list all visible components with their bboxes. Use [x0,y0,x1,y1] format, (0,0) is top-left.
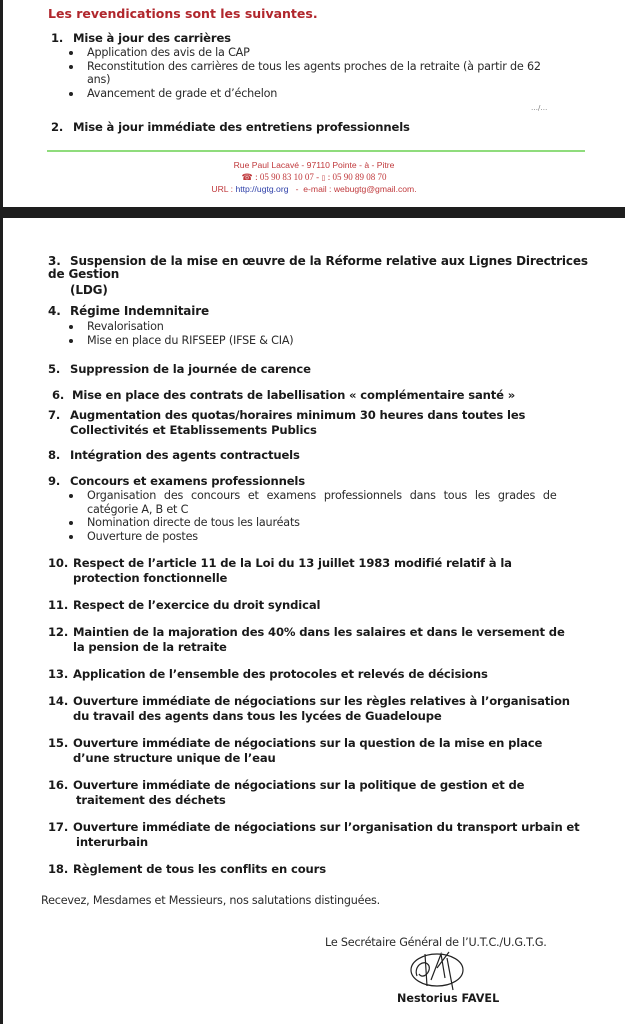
item-number: 7. [48,408,61,422]
item-number: 18. [48,862,69,876]
item-title: Ouverture immédiate de négociations sur l’organisation du transport urbain et [73,820,580,834]
document-page-1 [3,0,625,207]
item-title: Régime Indemnitaire [70,304,209,318]
item-number: 5. [48,362,61,376]
bullet-icon [69,521,73,525]
item-title: Ouverture immédiate de négociations sur la question de la mise en place [73,736,543,750]
signatory-name: Nestorius FAVEL [397,992,500,1005]
item-4-bullets [66,320,293,347]
bullet-icon [69,92,73,96]
item-title: Concours et examens professionnels [70,474,305,488]
bullet-item-continuation: catégorie A, B et C [87,502,189,516]
item-title: Suppression de la journée de carence [70,362,311,376]
item-title: Respect de l’exercice du droit syndical [73,598,321,612]
item-1-bullets [66,46,541,100]
bullet-item: Nomination directe de tous les lauréats [66,516,557,530]
bullet-item: Application des avis de la CAP [66,46,541,60]
item-number: 8. [48,448,61,462]
item-number: 9. [48,474,61,488]
closing-salutation: Recevez, Mesdames et Messieurs, nos salutations distinguées. [41,894,381,907]
bullet-item: Ouverture de postes [66,530,557,544]
item-title: Suspension de la mise en œuvre de la Réforme relative aux Lignes Directrices [70,254,588,268]
item-title: Ouverture immédiate de négociations sur les règles relatives à l’organisation [73,694,570,708]
page-continuation-marker: …/… [531,104,548,112]
bullet-icon [69,494,73,498]
email-text: - e-mail : webugtg@gmail.com. [290,184,417,194]
demands-heading: Les revendications sont les suivantes. [48,6,318,21]
item-title-cont: Collectivités et Etablissements Publics [70,423,317,437]
bullet-item: Mise en place du RIFSEEP (IFSE & CIA) [66,334,293,348]
item-number: 1. [51,31,64,45]
bullet-item: Organisation des concours et examens professionnels dans tous les grades de [66,489,557,503]
item-number: 14. [48,694,69,708]
bullet-icon [69,65,73,69]
item-title-cont: la pension de la retraite [73,640,227,654]
item-title: Ouverture immédiate de négociations sur la politique de gestion et de [73,778,525,792]
item-title: Mise à jour immédiate des entretiens professionnels [73,120,410,134]
footer-web-line [3,184,625,194]
website-link[interactable]: http://ugtg.org [235,184,289,194]
signature-icon [407,948,471,994]
item-title: Maintien de la majoration des 40% dans les salaires et dans le versement de [73,625,565,639]
item-9-bullets [66,489,557,543]
item-title-cont: protection fonctionnelle [73,571,228,585]
item-number: 12. [48,625,69,639]
item-number: 4. [48,304,61,318]
footer-divider [47,150,585,152]
phone-number: : 05 90 83 10 07 - [255,172,320,182]
item-number: 13. [48,667,69,681]
item-number: 15. [48,736,69,750]
item-number: 17. [48,820,69,834]
document-page-2 [3,218,625,1024]
bullet-icon [69,339,73,343]
item-title: Application de l’ensemble des protocoles et relevés de décisions [73,667,488,681]
bullet-icon [69,535,73,539]
footer-address: Rue Paul Lacavé - 97110 Pointe - à - Pitre [233,160,395,170]
footer-contact-line [3,172,625,183]
item-number: 6. [52,388,65,402]
item-title: Respect de l’article 11 de la Loi du 13 juillet 1983 modifié relatif à la [73,556,512,570]
item-title: Intégration des agents contractuels [70,448,300,462]
bullet-item: Revalorisation [66,320,293,334]
item-title: Règlement de tous les conflits en cours [73,862,326,876]
item-number: 2. [51,120,64,134]
item-title: Mise à jour des carrières [73,31,231,45]
item-number: 11. [48,598,69,612]
fax-icon: ▯ [321,174,326,182]
bullet-item: Avancement de grade et d’échelon [66,87,541,101]
item-title-cont: du travail des agents dans tous les lycées de Guadeloupe [73,709,442,723]
item-title-cont: traitement des déchets [76,793,226,807]
bullet-icon [69,325,73,329]
url-label: URL : [211,184,234,194]
item-title-cont: (LDG) [70,283,108,297]
item-title-cont: d’une structure unique de l’eau [73,751,276,765]
fax-number: : 05 90 89 08 70 [327,172,387,182]
item-title-cont: de Gestion [48,267,120,281]
bullet-item-continuation: ans) [87,73,111,87]
item-title-cont: interurbain [76,835,149,849]
item-number: 16. [48,778,69,792]
bullet-icon [69,51,73,55]
item-title: Augmentation des quotas/horaires minimum 30 heures dans toutes les [70,408,526,422]
item-number: 10. [48,556,69,570]
phone-icon: ☎ [241,172,253,182]
signatory-title: Le Secrétaire Général de l’U.T.C./U.G.T.G. [325,936,547,949]
bullet-item: Reconstitution des carrières de tous les agents proches de la retraite (à partir de 62 [66,60,541,74]
item-title: Mise en place des contrats de labellisation « complémentaire santé » [72,388,516,402]
item-number: 3. [48,254,61,268]
